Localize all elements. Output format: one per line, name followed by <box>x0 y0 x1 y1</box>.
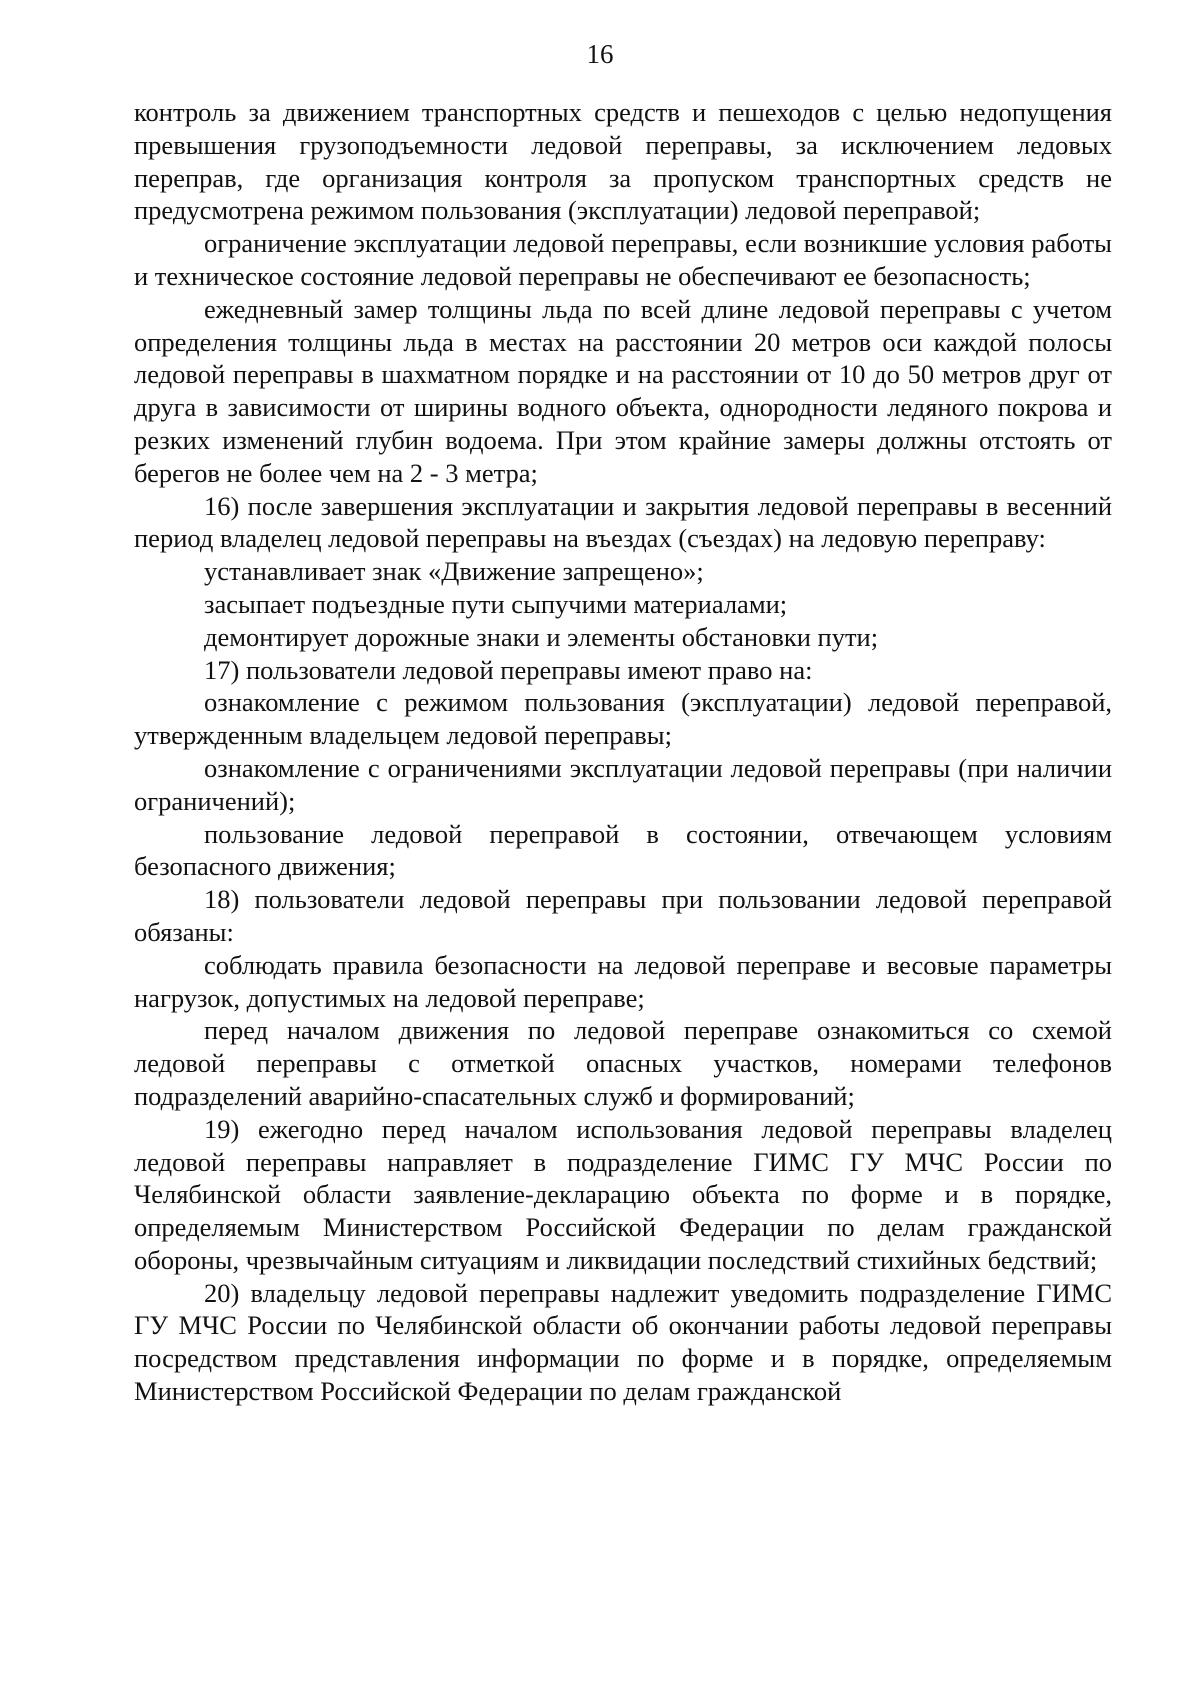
paragraph-review-scheme: перед началом движения по ледовой переправе ознакомиться со схемой ледовой переправы с отметкой опасных участков, номерами телефонов подразделений аварийно-спасательных служб и формирований; <box>134 1015 1112 1111</box>
document-body <box>134 96 1112 1408</box>
paragraph-operation-restriction: ограничение эксплуатации ледовой переправы, если возникшие условия работы и техническое состояние ледовой переправы не обеспечивают ее безопасность; <box>134 228 1112 291</box>
paragraph-item-20: 20) владельцу ледовой переправы надлежит уведомить подразделение ГИМС ГУ МЧС России по Челябинской области об окончании работы ледовой переправы посредством представления информации по форме и в порядке, определяемым Министерством Российской Федерации по делам гражданской <box>134 1277 1112 1407</box>
paragraph-familiarization-mode: ознакомление с режимом пользования (эксплуатации) ледовой переправой, утвержденным владельцем ледовой переправы; <box>134 687 1112 751</box>
paragraph-safe-use: пользование ледовой переправой в состоянии, отвечающем условиям безопасного движения; <box>134 818 1112 882</box>
paragraph-fill-access-roads: засыпает подъездные пути сыпучими материалами; <box>204 588 788 619</box>
page-number: 16 <box>586 39 614 69</box>
paragraph-item-19: 19) ежегодно перед началом использования ледовой переправы владелец ледовой переправы направляет в подразделение ГИМС ГУ МЧС России по Челябинской области заявление-декларацию объекта по форме и в порядке, определяемым Министерством Российской Федерации по делам гражданской обороны, чрезвычайным ситуациям и ликвидации последствий стихийных бедствий; <box>134 1113 1112 1275</box>
paragraph-item-17: 17) пользователи ледовой переправы имеют право на: <box>204 654 813 685</box>
paragraph-familiarization-restrictions: ознакомление с ограничениями эксплуатации ледовой переправы (при наличии ограничений); <box>134 752 1112 816</box>
paragraph-item-18: 18) пользователи ледовой переправы при пользовании ледовой переправой обязаны: <box>134 884 1112 947</box>
paragraph-item-16: 16) после завершения эксплуатации и закрытия ледовой переправы в весенний период владелец ледовой переправы на въездах (съездах) на ледовую переправу: <box>134 490 1112 554</box>
paragraph-install-sign: устанавливает знак «Движение запрещено»; <box>204 556 704 587</box>
paragraph-follow-safety-rules: соблюдать правила безопасности на ледовой переправе и весовые параметры нагрузок, допустимых на ледовой переправе; <box>134 949 1112 1013</box>
paragraph-ice-crossing-traffic-control: контроль за движением транспортных средств и пешеходов с целью недопущения превышения грузоподъемности ледовой переправы, за исключением ледовых переправ, где организация контроля за пропуском транспортных средств не предусмотрена режимом пользования (эксплуатации) ледовой переправой; <box>134 97 1112 226</box>
paragraph-daily-ice-measurement: ежедневный замер толщины льда по всей длине ледовой переправы с учетом определения толщины льда в местах на расстоянии 20 метров оси каждой полосы ледовой переправы в шахматном порядке и на расстоянии от 10 до 50 метров друг от друга в зависимости от ширины водного объекта, однородности ледяного покрова и резких изменений глубин водоема. При этом крайние замеры должны отстоять от берегов не более чем на 2 - 3 метра; <box>134 293 1112 488</box>
paragraph-dismantle-signs: демонтирует дорожные знаки и элементы обстановки пути; <box>204 621 879 652</box>
